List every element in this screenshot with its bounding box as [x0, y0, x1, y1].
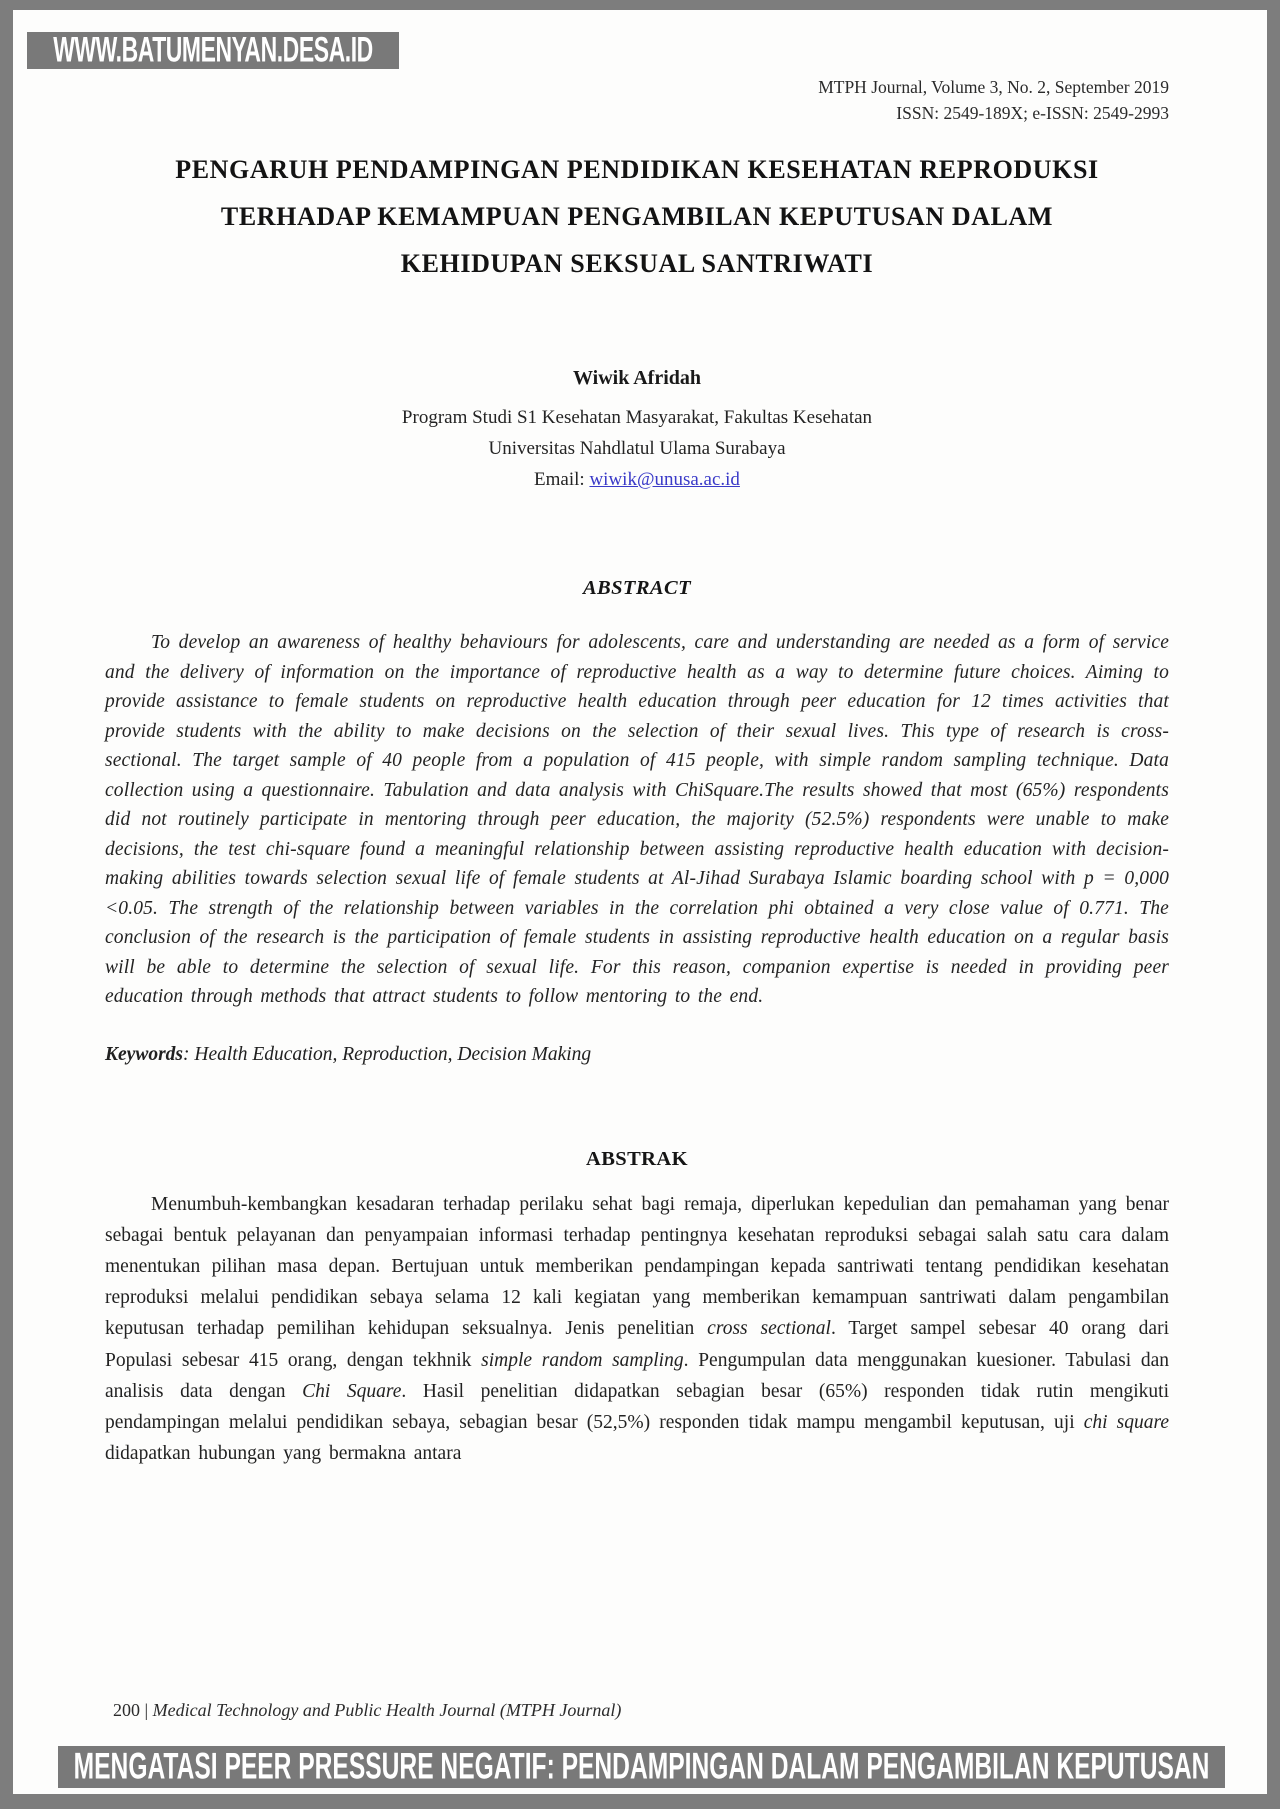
author-name: Wiwik Afridah [573, 367, 701, 389]
email-line [105, 464, 1169, 495]
page-footer: 200 | Medical Technology and Public Health Journal (MTPH Journal) [113, 1700, 622, 1720]
abstract-en-body: To develop an awareness of healthy behaviours for adolescents, care and understanding are needed as a form of service and the delivery of information on the importance of reproductive health as a way to determine future choices. Aiming to provide assistance to female students on reproductive health education through peer education for 12 times activities that provide students with the ability to make decisions on the selection of their sexual lives. This type of research is cross-sectional. The target sample of 40 people from a population of 415 people, with simple random sampling technique. Data collection using a questionnaire. Tabulation and data analysis with ChiSquare.The results showed that most (65%) respondents did not routinely participate in mentoring through peer education, the majority (52.5%) respondents were unable to make decisions, the test chi-square found a meaningful relationship between assisting reproductive health education with decision-making abilities towards selection sexual life of female students at Al-Jihad Surabaya Islamic boarding school with p = 0,000 <0.05. The strength of the relationship between variables in the correlation phi obtained a very close value of 0.771. The conclusion of the research is the participation of female students in assisting reproductive health education on a regular basis will be able to determine the selection of sexual life. For this reason, companion expertise is needed in providing peer education through methods that attract students to follow mentoring to the end. [105, 632, 1169, 1007]
journal-header [105, 74, 1169, 126]
title-line-3: KEHIDUPAN SEKSUAL SANTRIWATI [400, 249, 874, 278]
abstrak-body: Menumbuh-kembangkan kesadaran terhadap perilaku sehat bagi remaja, diperlukan kepedulian dan pemahaman yang benar sebagai bentuk pelayanan dan penyampaian informasi terhadap pentingnya kesehatan reproduksi sebagai salah satu cara dalam menentukan pilihan masa depan. Bertujuan untuk memberikan pendampingan kepada santriwati tentang pendidikan kesehatan reproduksi melalui pendidikan sebaya selama 12 kali kegiatan yang memberikan kemampuan santriwati dalam pengambilan keputusan terhadap pemilihan kehidupan seksualnya. Jenis penelitian cross sectional. Target sampel sebesar 40 orang dari Populasi sebesar 415 orang, dengan tekhnik simple random sampling. Pengumpulan data menggunakan kuesioner. Tabulasi dan analisis data dengan Chi Square. Hasil penelitian didapatkan sebagian besar (65%) responden tidak rutin mengikuti pendampingan melalui pendidikan sebaya, sebagian besar (52,5%) responden tidak mampu mengambil keputusan, uji chi square didapatkan hubungan yang bermakna antara [105, 1193, 1170, 1465]
email-label: Email: [534, 469, 590, 490]
banner-text: MENGATASI PEER PRESSURE NEGATIF: PENDAMPINGAN DALAM PENGAMBILAN KEPUTUSAN [73, 1745, 1210, 1787]
article-title [105, 146, 1169, 287]
keywords-line: Keywords: Health Education, Reproduction, Decision Making [105, 1043, 592, 1065]
document-page [13, 10, 1267, 1794]
title-line-1: PENGARUH PENDAMPINGAN PENDIDIKAN KESEHATAN REPRODUKSI [175, 155, 1099, 184]
abstract-en-heading: ABSTRACT [582, 577, 691, 599]
abstrak-heading: ABSTRAK [586, 1147, 688, 1170]
affiliation-university: Universitas Nahdlatul Ulama Surabaya [488, 438, 786, 459]
title-line-2: TERHADAP KEMAMPUAN PENGAMBILAN KEPUTUSAN DALAM [220, 202, 1054, 231]
email-link[interactable]: wiwik@unusa.ac.id [589, 469, 740, 490]
watermark-text: WWW.BATUMENYAN.DESA.ID [53, 30, 373, 70]
journal-issn-line: ISSN: 2549-189X; e-ISSN: 2549-2993 [896, 103, 1169, 123]
bottom-banner [58, 1746, 1225, 1788]
affiliation-block [105, 402, 1169, 495]
journal-volume-line: MTPH Journal, Volume 3, No. 2, September 2019 [818, 77, 1169, 97]
watermark-badge [27, 32, 399, 69]
affiliation-program: Program Studi S1 Kesehatan Masyarakat, Fakultas Kesehatan [401, 407, 873, 428]
scanned-content [13, 10, 1267, 1469]
